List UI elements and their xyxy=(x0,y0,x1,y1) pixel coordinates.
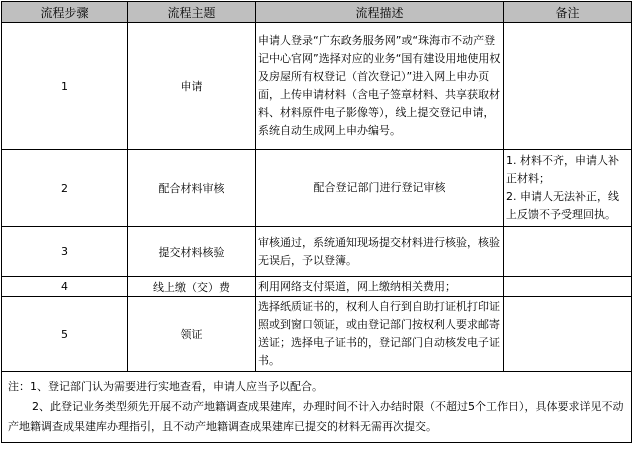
step-description: 配合登记部门进行登记审核 xyxy=(256,150,504,227)
footnote-line-1: 注：1、登记部门认为需要进行实地查看，申请人应当予以配合。 xyxy=(8,380,323,393)
step-note xyxy=(504,277,632,297)
step-number: 2 xyxy=(2,150,128,227)
step-description: 审核通过，系统通知现场提交材料进行核验，核验无误后，予以登簿。 xyxy=(256,227,504,277)
table-row xyxy=(2,150,632,227)
step-theme: 配合材料审核 xyxy=(128,150,256,227)
footnote-line-2: 2、此登记业务类型须先开展不动产地籍调查成果建库，办理时间不计入办结时限（不超过5个工作日），具体要求详见不动产地籍调查成果建库办理指引，且不动产地籍调查成果建库已提交的材料无需再次提交。 xyxy=(8,400,624,433)
note-line-1: 1. 材料不齐，申请人补正材料； xyxy=(506,154,619,185)
step-theme: 申请 xyxy=(128,23,256,150)
header-note: 备注 xyxy=(504,2,632,23)
note-line-2: 2. 申请人无法补正，线上反馈不予受理回执。 xyxy=(506,190,619,221)
footnote-row xyxy=(2,372,632,443)
step-note xyxy=(504,150,632,227)
process-table xyxy=(1,1,632,443)
step-number: 3 xyxy=(2,227,128,277)
step-number: 5 xyxy=(2,297,128,372)
table-row xyxy=(2,297,632,372)
step-theme: 提交材料核验 xyxy=(128,227,256,277)
step-description: 申请人登录“广东政务服务网”或“珠海市不动产登记中心官网”选择对应的业务“国有建设用地使用权及房屋所有权登记（首次登记）”进入网上申办页面，上传申请材料（含电子签章材料、共享获取材料、材料原件电子影像等），线上提交登记申请，系统自动生成网上申办编号。 xyxy=(256,23,504,150)
header-row xyxy=(2,2,632,23)
header-step: 流程步骤 xyxy=(2,2,128,23)
table-row xyxy=(2,277,632,297)
step-theme: 线上缴（交）费 xyxy=(128,277,256,297)
step-description: 利用网络支付渠道，网上缴纳相关费用； xyxy=(256,277,504,297)
step-description: 选择纸质证书的，权利人自行到自助打证机打印证照或到窗口领证，或由登记部门按权利人要求邮寄送证；选择电子证书的，登记部门自动核发电子证书。 xyxy=(256,297,504,372)
step-theme: 领证 xyxy=(128,297,256,372)
table-row xyxy=(2,23,632,150)
header-desc: 流程描述 xyxy=(256,2,504,23)
step-note xyxy=(504,227,632,277)
footnote-cell xyxy=(2,372,632,443)
step-note xyxy=(504,297,632,372)
step-note xyxy=(504,23,632,150)
header-theme: 流程主题 xyxy=(128,2,256,23)
step-number: 4 xyxy=(2,277,128,297)
table-row xyxy=(2,227,632,277)
step-number: 1 xyxy=(2,23,128,150)
